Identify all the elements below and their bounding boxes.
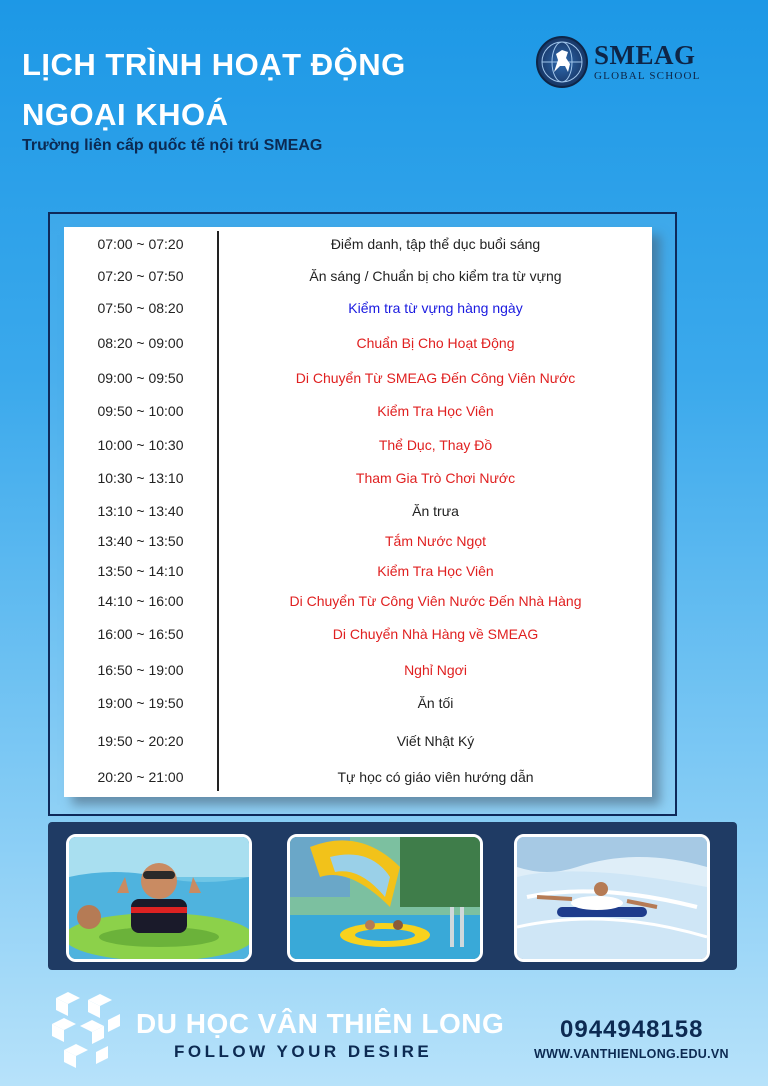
photo-water-slide-raft (287, 834, 483, 962)
schedule-time: 13:50 ~ 14:10 (97, 563, 184, 579)
schedule-row (64, 561, 652, 581)
schedule-row (64, 531, 652, 551)
schedule-activity: Viết Nhật Ký (396, 733, 475, 749)
schedule-time: 09:50 ~ 10:00 (97, 403, 184, 419)
schedule-time: 19:00 ~ 19:50 (97, 695, 184, 711)
page-subtitle: Trường liên cấp quốc tế nội trú SMEAG (22, 137, 323, 154)
schedule-time: 10:00 ~ 10:30 (97, 437, 184, 453)
schedule-row (64, 767, 652, 787)
schedule-activity: Ăn tối (417, 695, 454, 711)
schedule-activity: Ăn trưa (412, 503, 459, 519)
schedule-row (64, 624, 652, 644)
schedule-row (64, 266, 652, 286)
photo-flowrider-surf (514, 834, 710, 962)
schedule-time: 19:50 ~ 20:20 (97, 733, 184, 749)
schedule-row (64, 660, 652, 680)
schedule-activity: Di Chuyển Nhà Hàng về SMEAG (332, 626, 539, 642)
schedule-activity: Di Chuyển Từ Công Viên Nước Đến Nhà Hàng (289, 593, 582, 609)
schedule-time: 16:50 ~ 19:00 (97, 662, 184, 678)
schedule-time: 13:10 ~ 13:40 (97, 503, 184, 519)
page-title (22, 40, 406, 140)
schedule-row (64, 731, 652, 751)
schedule-row (64, 435, 652, 455)
schedule-activity: Kiểm tra từ vựng hàng ngày (348, 300, 523, 316)
schedule-activity: Thể Dục, Thay Đồ (378, 437, 493, 453)
smeag-logo (536, 34, 716, 90)
title-line-1: LỊCH TRÌNH HOẠT ĐỘNG (22, 47, 406, 82)
schedule-row (64, 468, 652, 488)
schedule-activity: Tự học có giáo viên hướng dẫn (337, 769, 534, 785)
schedule-row (64, 298, 652, 318)
schedule-row (64, 333, 652, 353)
schedule-row (64, 591, 652, 611)
schedule-time: 20:20 ~ 21:00 (97, 769, 184, 785)
footer-phone: 0944948158 (560, 1016, 704, 1043)
schedule-activity: Tham Gia Trò Chơi Nước (355, 470, 516, 486)
schedule-activity: Tắm Nước Ngọt (384, 533, 486, 549)
schedule-activity: Di Chuyển Từ SMEAG Đến Công Viên Nước (295, 370, 576, 386)
schedule-time: 14:10 ~ 16:00 (97, 593, 184, 609)
schedule-time: 10:30 ~ 13:10 (97, 470, 184, 486)
schedule-time: 07:20 ~ 07:50 (97, 268, 184, 284)
schedule-row (64, 368, 652, 388)
schedule-row (64, 401, 652, 421)
schedule-time: 16:00 ~ 16:50 (97, 626, 184, 642)
schedule-row (64, 693, 652, 713)
schedule-row (64, 234, 652, 254)
schedule-time: 07:50 ~ 08:20 (97, 300, 184, 316)
schedule-row (64, 501, 652, 521)
logo-subtitle: GLOBAL SCHOOL (594, 70, 701, 82)
schedule-time: 08:20 ~ 09:00 (97, 335, 184, 351)
schedule-activity: Nghỉ Ngơi (404, 662, 467, 678)
schedule-activity: Kiểm Tra Học Viên (377, 563, 494, 579)
schedule-activity: Ăn sáng / Chuẩn bị cho kiểm tra từ vựng (309, 268, 562, 284)
schedule-activity: Điểm danh, tập thể dục buổi sáng (330, 236, 541, 252)
schedule-time: 07:00 ~ 07:20 (97, 236, 184, 252)
logo-name: SMEAG (594, 40, 696, 70)
schedule-table (64, 227, 652, 797)
footer-tagline: FOLLOW YOUR DESIRE (174, 1042, 433, 1061)
horse-globe-icon (536, 36, 588, 88)
schedule-time: 09:00 ~ 09:50 (97, 370, 184, 386)
schedule-activity: Kiểm Tra Học Viên (377, 403, 494, 419)
footer-website: WWW.VANTHIENLONG.EDU.VN (534, 1047, 729, 1061)
footer-brand: DU HỌC VÂN THIÊN LONG (136, 1008, 505, 1039)
schedule-time: 13:40 ~ 13:50 (97, 533, 184, 549)
photo-boy-in-pool (66, 834, 252, 962)
schedule-activity: Chuẩn Bị Cho Hoạt Động (356, 335, 515, 351)
title-line-2: NGOẠI KHOÁ (22, 97, 229, 132)
cube-cluster-logo-icon (48, 990, 126, 1081)
